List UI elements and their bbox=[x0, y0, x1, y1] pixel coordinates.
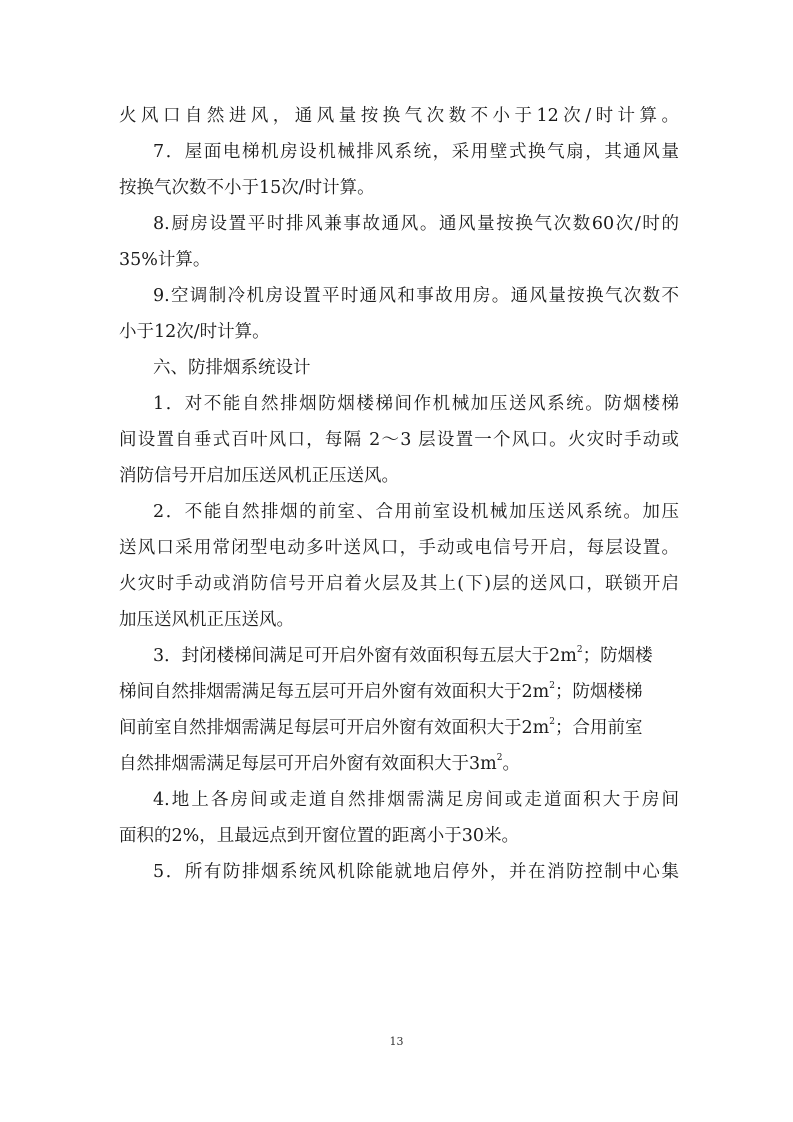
line-text: 梯间自然排烟需满足每五层可开启外窗有效面积大于2m bbox=[119, 682, 550, 702]
superscript: 2 bbox=[576, 645, 583, 656]
line-text: 。 bbox=[502, 754, 520, 774]
paragraph-line: 消防信号开启加压送风机正压送风。 bbox=[119, 466, 399, 486]
superscript: 2 bbox=[549, 717, 555, 728]
paragraph-line: 4.地上各房间或走道自然排烟需满足房间或走道面积大于房间 bbox=[153, 790, 679, 810]
paragraph-line: 5．所有防排烟系统风机除能就地启停外，并在消防控制中心集 bbox=[153, 862, 679, 882]
line-text: ；合用前室 bbox=[554, 718, 643, 738]
paragraph-line: 加压送风机正压送风。 bbox=[119, 610, 294, 630]
line-text: 间前室自然排烟需满足每层可开启外窗有效面积大于2m bbox=[119, 718, 550, 738]
line-text: 自然排烟需满足每层可开启外窗有效面积大于3m bbox=[119, 754, 497, 774]
paragraph-line bbox=[119, 710, 679, 746]
superscript: 2 bbox=[549, 681, 555, 692]
line-text: ；防烟楼梯 bbox=[554, 682, 643, 702]
paragraph-line: 间设置自垂式百叶风口，每隔 2～3 层设置一个风口。火灾时手动或 bbox=[119, 430, 679, 450]
paragraph-line: 小于12次/时计算。 bbox=[119, 322, 270, 342]
paragraph-line: 8.厨房设置平时排风兼事故通风。通风量按换气次数60次/时的 bbox=[153, 214, 679, 234]
paragraph-line: 2．不能自然排烟的前室、合用前室设机械加压送风系统。加压 bbox=[153, 502, 679, 522]
line-text: 3．封闭楼梯间满足可开启外窗有效面积每五层大于2m bbox=[153, 646, 577, 666]
paragraph-line: 7．屋面电梯机房设机械排风系统，采用壁式换气扇，其通风量 bbox=[153, 142, 679, 162]
superscript: 2 bbox=[496, 753, 503, 764]
line-text: ；防烟楼 bbox=[582, 646, 653, 666]
paragraph-line bbox=[119, 638, 679, 674]
paragraph-line: 35%计算。 bbox=[119, 250, 211, 270]
paragraph-line bbox=[119, 674, 679, 710]
paragraph-line: 1．对不能自然排烟防烟楼梯间作机械加压送风系统。防烟楼梯 bbox=[153, 394, 679, 414]
paragraph-line: 按换气次数不小于15次/时计算。 bbox=[119, 178, 375, 198]
paragraph-line: 火风口自然进风，通风量按换气次数不小于12次/时计算。 bbox=[119, 106, 679, 126]
paragraph-line: 火灾时手动或消防信号开启着火层及其上(下)层的送风口，联锁开启 bbox=[119, 574, 679, 594]
paragraph-line: 送风口采用常闭型电动多叶送风口，手动或电信号开启，每层设置。 bbox=[119, 538, 679, 558]
page-number: 13 bbox=[389, 1035, 404, 1048]
document-body bbox=[119, 98, 679, 890]
paragraph-line bbox=[119, 746, 679, 782]
paragraph-line: 9.空调制冷机房设置平时通风和事故用房。通风量按换气次数不 bbox=[153, 286, 679, 306]
section-heading: 六、防排烟系统设计 bbox=[153, 358, 311, 378]
paragraph-line: 面积的2%，且最远点到开窗位置的距离小于30米。 bbox=[119, 826, 520, 846]
